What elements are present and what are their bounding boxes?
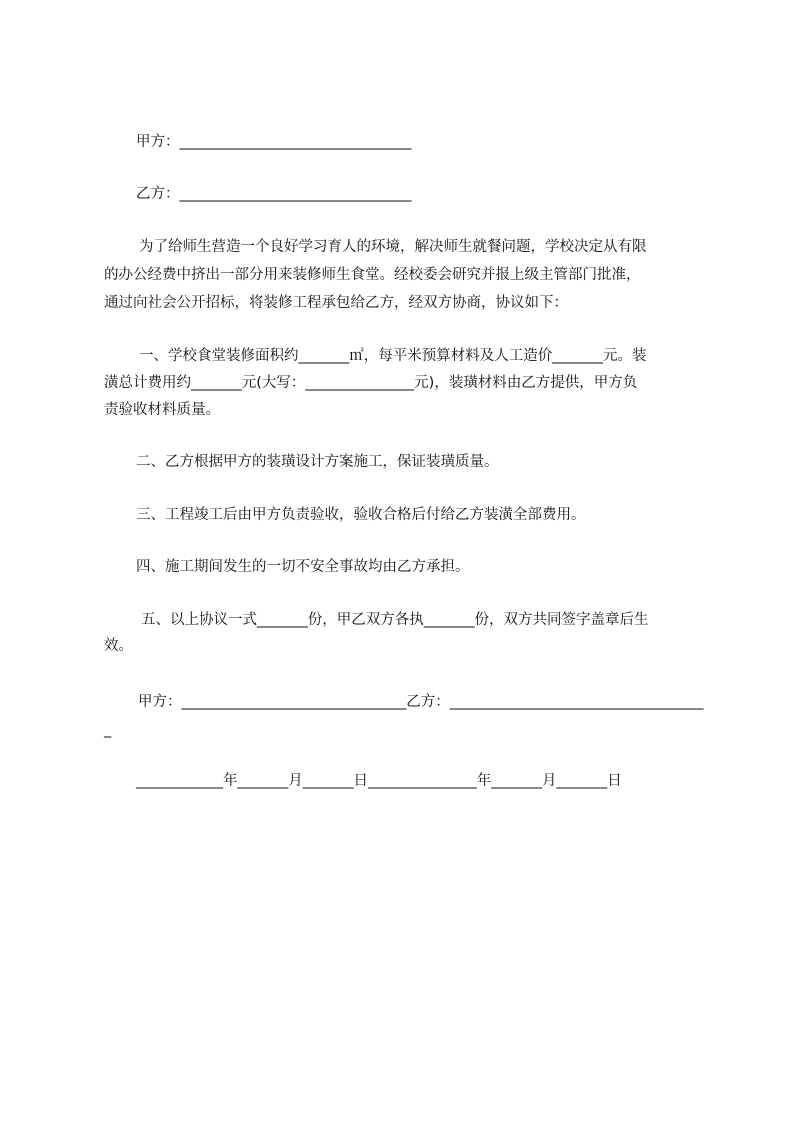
clause-4: 四、施工期间发生的一切不安全事故均由乙方承担。 — [136, 559, 470, 575]
clause-2: 二、乙方根据甲方的装璜设计方案施工，保证装璜质量。 — [136, 454, 499, 470]
clause-3: 三、工程竣工后由甲方负责验收，验收合格后付给乙方装潢全部费用。 — [136, 507, 586, 523]
clause-1-line-1: 一、学校食堂装修面积约_______㎡，每平米预算材料及人工造价_______元。装 — [139, 348, 647, 364]
intro-line-2: 的办公经费中挤出一部分用来装修师生食堂。经校委会研究并报上级主管部门批准， — [104, 267, 641, 283]
party-b-header: 乙方：________________________________ — [136, 186, 412, 202]
party-a-header: 甲方：________________________________ — [136, 134, 412, 150]
clause-1-line-2: 潢总计费用约_______元(大写：_______________元)，装璜材料由乙方提供，甲方负 — [104, 375, 638, 391]
signature-line: 甲方：_______________________________乙方：___________________________________ — [138, 694, 704, 710]
clause-5-line-2: 效。 — [104, 638, 133, 654]
intro-line-3: 通过向社会公开招标，将装修工程承包给乙方，经双方协商，协议如下： — [104, 295, 568, 311]
signature-line-wrap: _ — [104, 722, 112, 738]
intro-line-1: 为了给师生营造一个良好学习育人的环境，解决师生就餐问题，学校决定从有限 — [139, 239, 647, 255]
date-line: ____________年_______月_______日_______________年_______月_______日 — [136, 773, 622, 789]
clause-1-line-3: 责验收材料质量。 — [104, 402, 220, 418]
clause-5-line-1: 五、以上协议一式_______份，甲乙双方各执_______份，双方共同签字盖章后生 — [141, 612, 649, 628]
